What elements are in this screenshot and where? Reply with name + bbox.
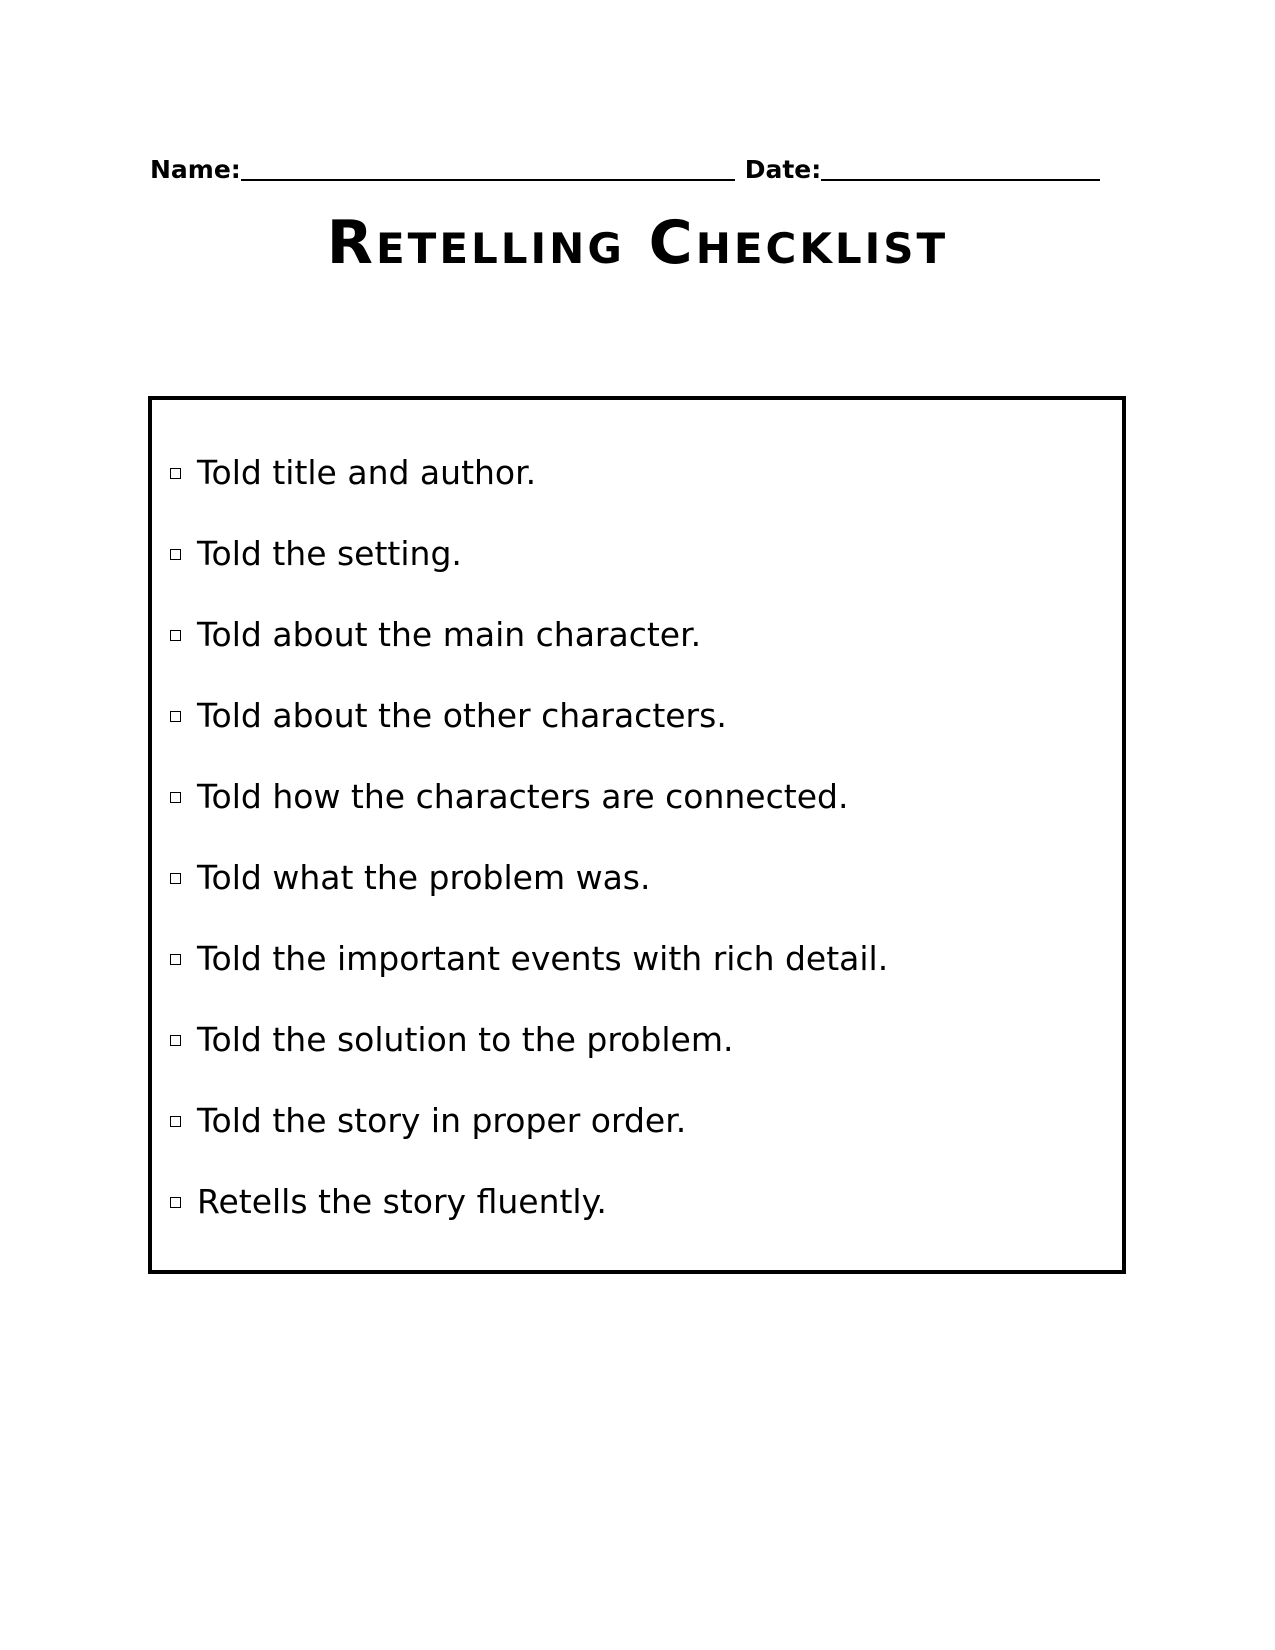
checkbox[interactable] [170,1035,181,1046]
checkbox[interactable] [170,468,181,479]
checklist-item[interactable] [170,610,701,660]
checklist-item-label: Told about the other characters. [197,696,727,735]
checklist-item-label: Told how the characters are connected. [197,777,849,816]
checkbox[interactable] [170,954,181,965]
name-field[interactable] [241,157,735,181]
checkbox[interactable] [170,1197,181,1208]
checkbox[interactable] [170,873,181,884]
checkbox[interactable] [170,711,181,722]
checklist-item-label: Told the story in proper order. [197,1101,687,1140]
checkbox[interactable] [170,792,181,803]
checklist-item-label: Told the important events with rich detail. [197,939,889,978]
checklist-item-label: Retells the story fluently. [197,1182,607,1221]
checklist-item[interactable] [170,772,848,822]
checklist-item-label: Told title and author. [197,453,537,492]
name-label: Name: [150,155,241,184]
checklist-item-label: Told the solution to the problem. [197,1020,734,1059]
name-date-row [150,148,1100,184]
checklist-item[interactable] [170,691,727,741]
checklist-item[interactable] [170,529,462,579]
checklist-item-label: Told the setting. [197,534,462,573]
checklist-item[interactable] [170,1015,733,1065]
date-field[interactable] [821,157,1100,181]
checklist-item[interactable] [170,448,536,498]
checklist-item[interactable] [170,1096,686,1146]
checklist-item[interactable] [170,1177,607,1227]
page-title: Retelling Checklist [326,208,949,278]
checklist-item[interactable] [170,853,650,903]
checklist-box [148,396,1126,1274]
date-label: Date: [744,155,822,184]
checkbox[interactable] [170,1116,181,1127]
checkbox[interactable] [170,630,181,641]
checklist-item[interactable] [170,934,888,984]
checklist-item-label: Told about the main character. [197,615,702,654]
checkbox[interactable] [170,549,181,560]
checklist-item-label: Told what the problem was. [197,858,651,897]
